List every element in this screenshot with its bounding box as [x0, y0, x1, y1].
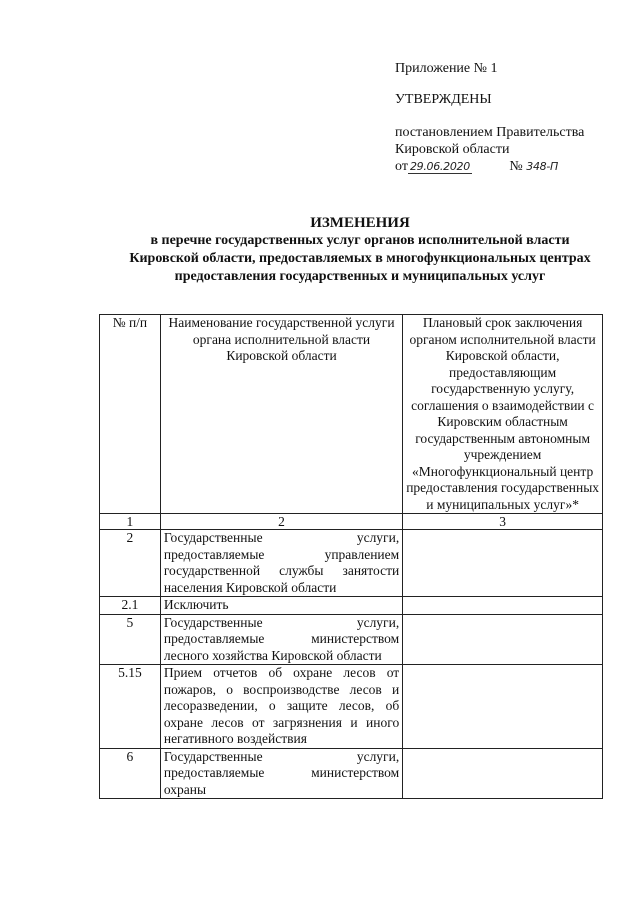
- row-number: 6: [100, 748, 161, 799]
- row-number: 5.15: [100, 665, 161, 749]
- table-index-row: [100, 514, 603, 530]
- row-term: [403, 665, 603, 749]
- changes-table: [99, 314, 603, 799]
- title-main: ИЗМЕНЕНИЯ: [310, 215, 410, 231]
- decree-line-2: Кировской области: [395, 142, 510, 157]
- date-prefix: от: [395, 159, 408, 174]
- decree-date: 29.06.2020: [409, 160, 470, 173]
- document-title: [100, 214, 620, 286]
- row-number: 2: [100, 530, 161, 597]
- table-row: [100, 665, 603, 749]
- row-number: 2.1: [100, 597, 161, 615]
- row-service-name: Исключить: [160, 597, 402, 615]
- row-term: [403, 614, 603, 665]
- header-number: № п/п: [100, 315, 161, 514]
- decree-date-line: [395, 158, 625, 175]
- table-row: [100, 597, 603, 615]
- decree-reference: [395, 124, 625, 175]
- table-row: [100, 748, 603, 799]
- appendix-block: [395, 60, 625, 175]
- index-cell: 2: [160, 514, 402, 530]
- table-row: [100, 530, 603, 597]
- header-service-name: Наименование государственной услуги органа исполнительной власти Кировской области: [160, 315, 402, 514]
- appendix-label: Приложение № 1: [395, 61, 498, 76]
- approved-heading: УТВЕРЖДЕНЫ: [395, 92, 492, 107]
- row-term: [403, 597, 603, 615]
- index-cell: 3: [403, 514, 603, 530]
- decree-number-group: [509, 158, 558, 175]
- decree-line-1: постановлением Правительства: [395, 125, 585, 140]
- row-term: [403, 748, 603, 799]
- title-line-2: Кировской области, предоставляемых в многофункциональных центрах: [129, 251, 591, 266]
- title-line-1: в перечне государственных услуг органов исполнительной власти: [150, 233, 570, 248]
- row-service-name: Государственные услуги, предоставляемые министерством охраны: [160, 748, 402, 799]
- row-service-name: Государственные услуги, предоставляемые управлением государственной службы занятости населения Кировской области: [160, 530, 402, 597]
- table-row: [100, 614, 603, 665]
- number-prefix: №: [509, 159, 523, 174]
- table-header-row: [100, 315, 603, 514]
- row-service-name: Государственные услуги, предоставляемые министерством лесного хозяйства Кировской области: [160, 614, 402, 665]
- row-number: 5: [100, 614, 161, 665]
- row-term: [403, 530, 603, 597]
- index-cell: 1: [100, 514, 161, 530]
- decree-number: 348-П: [526, 160, 559, 173]
- row-service-name: Прием отчетов об охране лесов от пожаров, о воспроизводстве лесов и лесоразведении, о защите лесов, об охране лесов от загрязнения и иного негативного воздействия: [160, 665, 402, 749]
- header-term: Плановый срок заключения органом исполнительной власти Кировской области, предоставляющим государственную услугу, соглашения о взаимодействии с Кировским областным государственным автономным учреждением «Многофункциональный центр предоставления государственных и муниципальных услуг»*: [403, 315, 603, 514]
- title-line-3: предоставления государственных и муниципальных услуг: [174, 269, 546, 284]
